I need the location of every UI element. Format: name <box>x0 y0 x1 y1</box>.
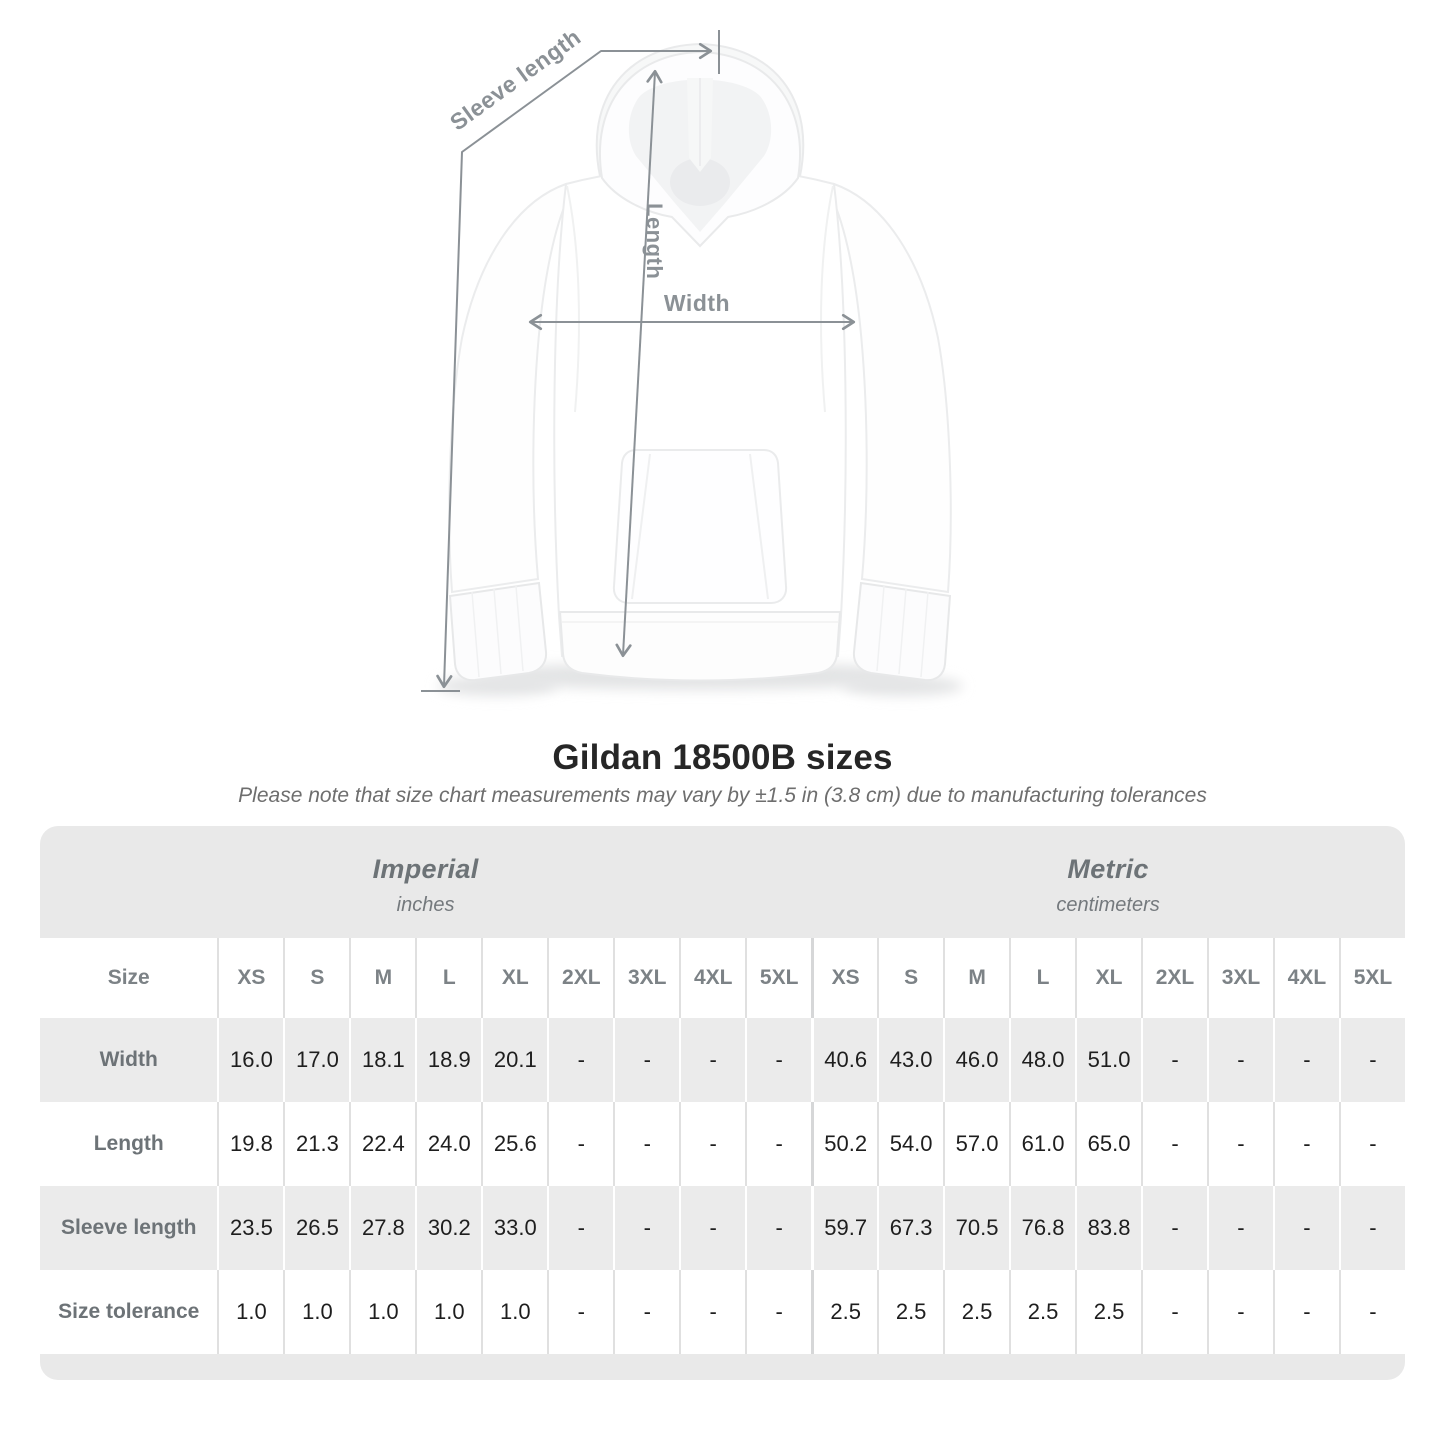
size-header-imperial-l: L <box>415 938 481 1018</box>
metric-value-cell: 57.0 <box>943 1102 1009 1186</box>
size-header-imperial-m: M <box>349 938 415 1018</box>
measurement-row <box>40 1102 1405 1186</box>
imperial-value-cell: 33.0 <box>481 1186 547 1270</box>
metric-value-cell: 2.5 <box>877 1270 943 1354</box>
imperial-value-cell: 27.8 <box>349 1186 415 1270</box>
metric-value-cell: 2.5 <box>1075 1270 1141 1354</box>
imperial-section-header <box>40 826 811 938</box>
imperial-value-cell: - <box>547 1186 613 1270</box>
size-header-imperial-xs: XS <box>217 938 283 1018</box>
metric-value-cell: - <box>1273 1270 1339 1354</box>
size-column-label: Size <box>40 938 217 1018</box>
metric-value-cell: - <box>1141 1102 1207 1186</box>
imperial-value-cell: - <box>679 1102 745 1186</box>
metric-value-cell: 76.8 <box>1009 1186 1075 1270</box>
size-header-metric-l: L <box>1009 938 1075 1018</box>
footer-band-row <box>40 1354 1405 1380</box>
units-band-row <box>40 826 1405 938</box>
footer-band <box>40 1354 1405 1380</box>
imperial-value-cell: - <box>679 1270 745 1354</box>
size-header-row <box>40 938 1405 1018</box>
imperial-value-cell: - <box>745 1186 811 1270</box>
size-header-imperial-3xl: 3XL <box>613 938 679 1018</box>
imperial-value-cell: - <box>679 1018 745 1102</box>
metric-value-cell: 67.3 <box>877 1186 943 1270</box>
imperial-value-cell: 25.6 <box>481 1102 547 1186</box>
imperial-value-cell: 24.0 <box>415 1102 481 1186</box>
imperial-value-cell: 18.9 <box>415 1018 481 1102</box>
metric-value-cell: 70.5 <box>943 1186 1009 1270</box>
row-label: Sleeve length <box>40 1186 217 1270</box>
metric-value-cell: 61.0 <box>1009 1102 1075 1186</box>
page-title: Gildan 18500B sizes <box>552 738 893 777</box>
imperial-value-cell: - <box>679 1186 745 1270</box>
imperial-value-cell: 30.2 <box>415 1186 481 1270</box>
metric-value-cell: 65.0 <box>1075 1102 1141 1186</box>
metric-value-cell: 2.5 <box>943 1270 1009 1354</box>
imperial-value-cell: 1.0 <box>481 1270 547 1354</box>
metric-value-cell: 50.2 <box>811 1102 877 1186</box>
imperial-value-cell: - <box>547 1018 613 1102</box>
size-header-imperial-4xl: 4XL <box>679 938 745 1018</box>
row-label: Length <box>40 1102 217 1186</box>
imperial-value-cell: - <box>613 1018 679 1102</box>
row-label: Size tolerance <box>40 1270 217 1354</box>
metric-value-cell: - <box>1207 1270 1273 1354</box>
size-chart-table <box>40 826 1405 1380</box>
size-chart <box>40 826 1405 1380</box>
hoodie-graphic <box>437 44 963 696</box>
metric-value-cell: - <box>1207 1018 1273 1102</box>
metric-value-cell: - <box>1339 1270 1405 1354</box>
metric-value-cell: - <box>1141 1018 1207 1102</box>
imperial-value-cell: 1.0 <box>349 1270 415 1354</box>
metric-section-header <box>811 826 1405 938</box>
size-header-imperial-2xl: 2XL <box>547 938 613 1018</box>
metric-value-cell: 48.0 <box>1009 1018 1075 1102</box>
tolerance-note: Please note that size chart measurements may vary by ±1.5 in (3.8 cm) due to manufacturing tolerances <box>238 784 1207 808</box>
imperial-value-cell: 23.5 <box>217 1186 283 1270</box>
imperial-value-cell: - <box>613 1270 679 1354</box>
imperial-value-cell: - <box>613 1102 679 1186</box>
imperial-value-cell: 16.0 <box>217 1018 283 1102</box>
width-label: Width <box>663 290 731 316</box>
row-label: Width <box>40 1018 217 1102</box>
imperial-value-cell: 22.4 <box>349 1102 415 1186</box>
metric-value-cell: - <box>1273 1018 1339 1102</box>
size-header-metric-2xl: 2XL <box>1141 938 1207 1018</box>
imperial-title: Imperial <box>372 853 479 884</box>
metric-value-cell: - <box>1141 1270 1207 1354</box>
size-header-metric-3xl: 3XL <box>1207 938 1273 1018</box>
metric-value-cell: - <box>1273 1102 1339 1186</box>
metric-value-cell: - <box>1207 1102 1273 1186</box>
metric-value-cell: 46.0 <box>943 1018 1009 1102</box>
imperial-value-cell: 17.0 <box>283 1018 349 1102</box>
size-header-imperial-s: S <box>283 938 349 1018</box>
size-header-metric-4xl: 4XL <box>1273 938 1339 1018</box>
metric-value-cell: - <box>1273 1186 1339 1270</box>
size-header-metric-m: M <box>943 938 1009 1018</box>
metric-value-cell: - <box>1339 1186 1405 1270</box>
metric-title: Metric <box>1067 853 1149 884</box>
metric-value-cell: - <box>1207 1186 1273 1270</box>
size-header-imperial-xl: XL <box>481 938 547 1018</box>
imperial-value-cell: - <box>613 1186 679 1270</box>
size-header-metric-5xl: 5XL <box>1339 938 1405 1018</box>
imperial-value-cell: 26.5 <box>283 1186 349 1270</box>
imperial-unit: inches <box>396 893 455 916</box>
metric-value-cell: - <box>1141 1186 1207 1270</box>
metric-value-cell: 2.5 <box>811 1270 877 1354</box>
imperial-value-cell: 18.1 <box>349 1018 415 1102</box>
imperial-value-cell: 1.0 <box>217 1270 283 1354</box>
metric-value-cell: 83.8 <box>1075 1186 1141 1270</box>
measurement-row <box>40 1270 1405 1354</box>
left-sleeve <box>449 184 571 592</box>
metric-value-cell: 40.6 <box>811 1018 877 1102</box>
sleeve-length-label: Sleeve length <box>445 23 586 136</box>
imperial-value-cell: - <box>547 1102 613 1186</box>
metric-value-cell: 2.5 <box>1009 1270 1075 1354</box>
imperial-value-cell: 19.8 <box>217 1102 283 1186</box>
imperial-value-cell: 1.0 <box>283 1270 349 1354</box>
size-header-imperial-5xl: 5XL <box>745 938 811 1018</box>
measurement-rows <box>40 1018 1405 1354</box>
size-header-metric-s: S <box>877 938 943 1018</box>
imperial-value-cell: - <box>745 1018 811 1102</box>
size-header-metric-xl: XL <box>1075 938 1141 1018</box>
metric-value-cell: 51.0 <box>1075 1018 1141 1102</box>
metric-value-cell: 54.0 <box>877 1102 943 1186</box>
right-sleeve <box>829 184 951 592</box>
imperial-value-cell: 21.3 <box>283 1102 349 1186</box>
metric-value-cell: - <box>1339 1102 1405 1186</box>
imperial-value-cell: 20.1 <box>481 1018 547 1102</box>
measurement-row <box>40 1018 1405 1102</box>
kangaroo-pocket <box>614 450 786 603</box>
imperial-value-cell: - <box>745 1102 811 1186</box>
metric-value-cell: 59.7 <box>811 1186 877 1270</box>
imperial-value-cell: - <box>745 1270 811 1354</box>
measurement-row <box>40 1186 1405 1270</box>
imperial-value-cell: 1.0 <box>415 1270 481 1354</box>
metric-value-cell: 43.0 <box>877 1018 943 1102</box>
metric-value-cell: - <box>1339 1018 1405 1102</box>
size-header-metric-xs: XS <box>811 938 877 1018</box>
length-label: Length <box>642 203 667 280</box>
imperial-value-cell: - <box>547 1270 613 1354</box>
metric-unit: centimeters <box>1056 893 1160 916</box>
